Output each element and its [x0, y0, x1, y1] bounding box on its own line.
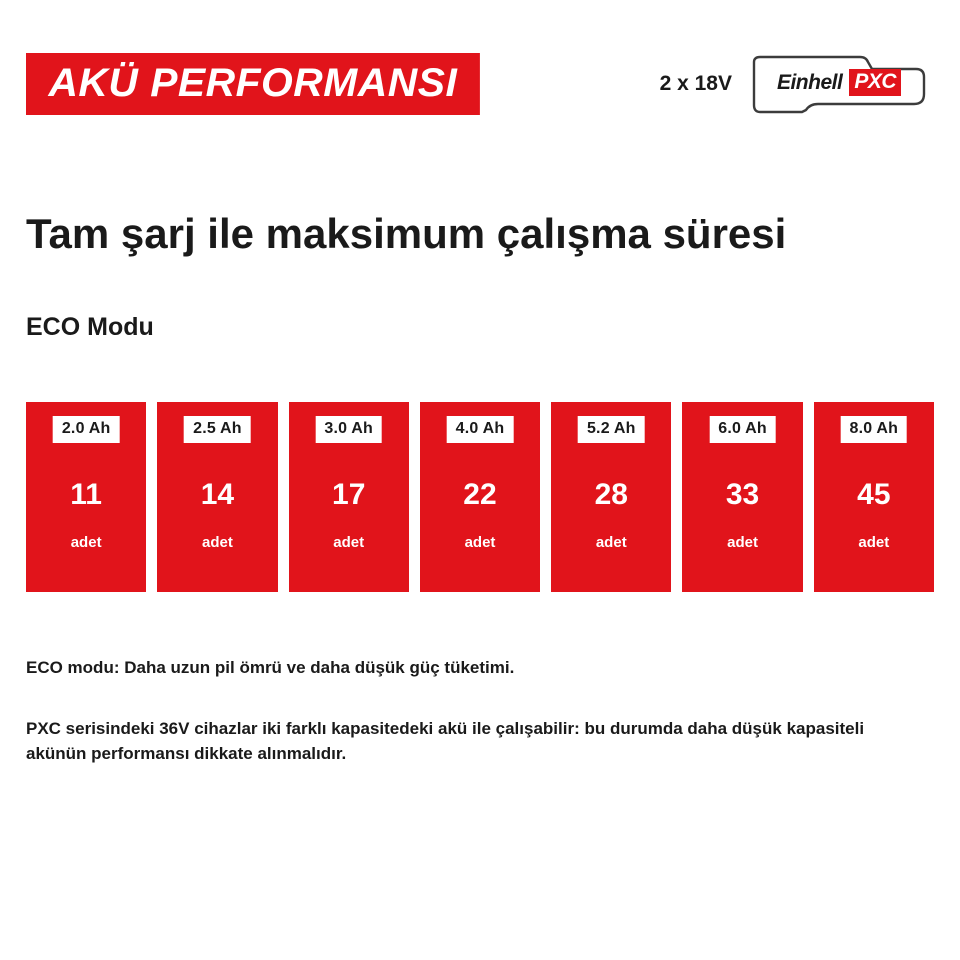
capacity-value: 14: [200, 478, 235, 512]
capacity-unit: adet: [858, 534, 890, 552]
capacity-card: [551, 402, 671, 592]
capacity-label: 2.5 Ah: [184, 416, 251, 443]
capacity-value: 17: [332, 478, 366, 512]
capacity-label: 2.0 Ah: [53, 416, 120, 443]
capacity-label: 3.0 Ah: [315, 416, 382, 443]
capacity-card: [157, 402, 277, 592]
capacity-label: 8.0 Ah: [841, 416, 908, 443]
capacity-unit: adet: [70, 534, 102, 552]
capacity-label: 6.0 Ah: [709, 416, 776, 443]
capacity-value: 28: [594, 478, 628, 512]
capacity-unit: adet: [464, 534, 496, 552]
banner-title: AKÜ PERFORMANSI: [26, 53, 480, 115]
capacity-value: 45: [857, 478, 891, 512]
capacity-label: 4.0 Ah: [447, 416, 514, 443]
product-line-badge: PXC: [849, 69, 901, 96]
capacity-card: [420, 402, 540, 592]
capacity-card: [814, 402, 934, 592]
mode-subtitle: ECO Modu: [26, 313, 154, 342]
page-title: Tam şarj ile maksimum çalışma süresi: [26, 210, 787, 257]
capacity-unit: adet: [727, 534, 758, 552]
brand-name: Einhell: [776, 70, 843, 94]
logo-text: [748, 69, 930, 96]
capacity-value: 11: [70, 478, 102, 512]
capacity-card-list: [26, 402, 934, 592]
capacity-value: 22: [463, 478, 497, 512]
voltage-label: 2 x 18V: [659, 72, 732, 95]
capacity-card: [682, 402, 802, 592]
capacity-card: [26, 402, 146, 592]
pxc-compatibility-note: PXC serisindeki 36V cihazlar iki farklı kapasitedeki akü ile çalışabilir: bu durumda daha düşük kapasiteli akünün performansı dikkate alınmalıdır.: [26, 718, 865, 763]
capacity-unit: adet: [202, 534, 233, 552]
header-right: [660, 52, 934, 116]
capacity-label: 5.2 Ah: [578, 416, 645, 443]
capacity-card: [289, 402, 409, 592]
header: [26, 0, 934, 116]
capacity-value: 33: [725, 478, 760, 512]
einhell-pxc-logo: [748, 52, 930, 116]
capacity-unit: adet: [333, 534, 365, 552]
capacity-unit: adet: [595, 534, 627, 552]
eco-mode-note: ECO modu: Daha uzun pil ömrü ve daha düşük güç tüketimi.: [26, 658, 515, 678]
